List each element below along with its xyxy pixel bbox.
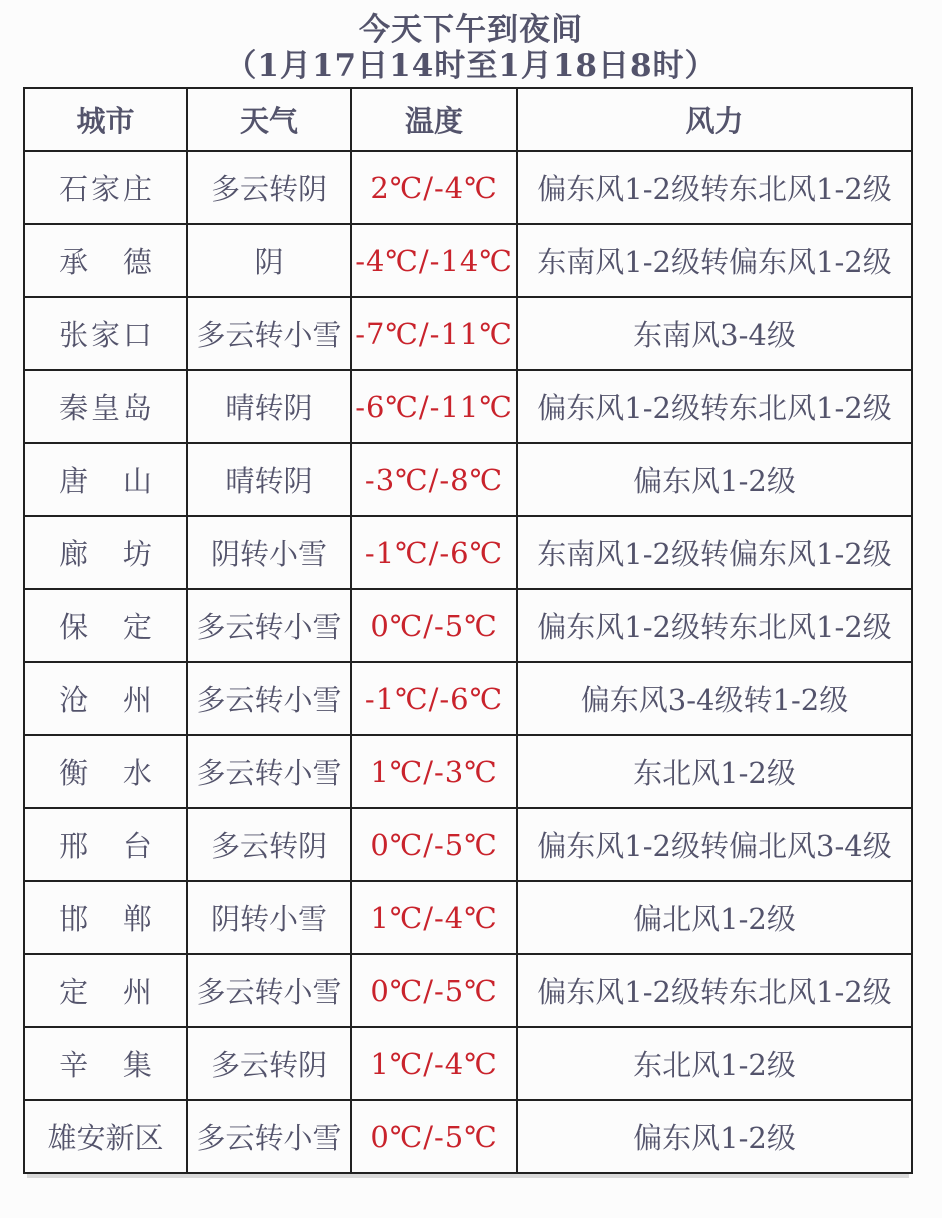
city-name: 廊坊 — [59, 537, 152, 571]
city-cell — [24, 370, 187, 443]
weather-cell: 多云转小雪 — [187, 662, 351, 735]
table-row — [24, 151, 912, 224]
weather-cell: 阴 — [187, 224, 351, 297]
city-cell — [24, 516, 187, 589]
table-row — [24, 735, 912, 808]
city-cell — [24, 954, 187, 1027]
city-cell — [24, 443, 187, 516]
wind-cell: 偏东风1-2级 — [517, 443, 912, 516]
wind-cell: 偏东风1-2级 — [517, 1100, 912, 1173]
weather-cell: 晴转阴 — [187, 370, 351, 443]
table-row — [24, 589, 912, 662]
city-name: 邯郸 — [59, 902, 152, 936]
table-row — [24, 516, 912, 589]
city-cell — [24, 297, 187, 370]
city-name: 石家庄 — [59, 172, 152, 206]
city-cell — [24, 151, 187, 224]
table-row — [24, 662, 912, 735]
temperature-cell: -1℃/-6℃ — [351, 662, 517, 735]
city-name: 辛集 — [59, 1048, 152, 1082]
temperature-cell: -4℃/-14℃ — [351, 224, 517, 297]
header-city: 城市 — [24, 88, 187, 151]
temperature-cell: 2℃/-4℃ — [351, 151, 517, 224]
city-name: 雄安新区 — [47, 1121, 164, 1155]
table-row — [24, 1100, 912, 1173]
table-row — [24, 370, 912, 443]
city-name: 沧州 — [59, 683, 152, 717]
temperature-cell: -7℃/-11℃ — [351, 297, 517, 370]
wind-cell: 偏北风1-2级 — [517, 881, 912, 954]
wind-cell: 偏东风1-2级转东北风1-2级 — [517, 370, 912, 443]
city-cell — [24, 224, 187, 297]
wind-cell: 偏东风3-4级转1-2级 — [517, 662, 912, 735]
temperature-cell: -6℃/-11℃ — [351, 370, 517, 443]
city-name: 衡水 — [59, 756, 152, 790]
city-cell — [24, 735, 187, 808]
table-row — [24, 224, 912, 297]
title-date-range: （1月17日14时至1月18日8时） — [225, 48, 717, 84]
header-temperature: 温度 — [351, 88, 517, 151]
city-cell — [24, 1100, 187, 1173]
temperature-cell: 1℃/-4℃ — [351, 881, 517, 954]
city-name: 秦皇岛 — [59, 391, 152, 425]
weather-cell: 阴转小雪 — [187, 881, 351, 954]
table-row — [24, 297, 912, 370]
weather-cell: 阴转小雪 — [187, 516, 351, 589]
city-name: 承德 — [59, 245, 152, 279]
city-name: 定州 — [59, 975, 152, 1009]
header-weather: 天气 — [187, 88, 351, 151]
city-cell — [24, 662, 187, 735]
temperature-cell: 0℃/-5℃ — [351, 1100, 517, 1173]
weather-cell: 多云转小雪 — [187, 589, 351, 662]
weather-cell: 多云转阴 — [187, 151, 351, 224]
city-cell — [24, 589, 187, 662]
wind-cell: 偏东风1-2级转东北风1-2级 — [517, 151, 912, 224]
city-name: 唐山 — [59, 464, 152, 498]
city-cell — [24, 808, 187, 881]
weather-cell: 多云转阴 — [187, 808, 351, 881]
temperature-cell: 0℃/-5℃ — [351, 808, 517, 881]
table-row — [24, 443, 912, 516]
weather-cell: 多云转小雪 — [187, 735, 351, 808]
city-name: 邢台 — [59, 829, 152, 863]
city-name: 张家口 — [59, 318, 152, 352]
title-period: 今天下午到夜间 — [359, 12, 583, 48]
weather-table — [23, 87, 913, 1174]
header-wind: 风力 — [517, 88, 912, 151]
temperature-cell: 0℃/-5℃ — [351, 954, 517, 1027]
wind-cell: 东北风1-2级 — [517, 735, 912, 808]
weather-cell: 晴转阴 — [187, 443, 351, 516]
wind-cell: 偏东风1-2级转东北风1-2级 — [517, 589, 912, 662]
city-cell — [24, 1027, 187, 1100]
header-row — [24, 88, 912, 151]
wind-cell: 东南风1-2级转偏东风1-2级 — [517, 516, 912, 589]
wind-cell: 偏东风1-2级转偏北风3-4级 — [517, 808, 912, 881]
temperature-cell: 1℃/-4℃ — [351, 1027, 517, 1100]
temperature-cell: 1℃/-3℃ — [351, 735, 517, 808]
weather-cell: 多云转小雪 — [187, 1100, 351, 1173]
weather-cell: 多云转阴 — [187, 1027, 351, 1100]
table-row — [24, 881, 912, 954]
table-row — [24, 954, 912, 1027]
wind-cell: 东北风1-2级 — [517, 1027, 912, 1100]
weather-cell: 多云转小雪 — [187, 297, 351, 370]
wind-cell: 东南风1-2级转偏东风1-2级 — [517, 224, 912, 297]
city-name: 保定 — [59, 610, 152, 644]
table-header — [24, 88, 912, 151]
city-cell — [24, 881, 187, 954]
weather-cell: 多云转小雪 — [187, 954, 351, 1027]
temperature-cell: -3℃/-8℃ — [351, 443, 517, 516]
wind-cell: 偏东风1-2级转东北风1-2级 — [517, 954, 912, 1027]
table-row — [24, 1027, 912, 1100]
temperature-cell: -1℃/-6℃ — [351, 516, 517, 589]
page-title — [0, 0, 942, 84]
weather-table-body — [24, 151, 912, 1173]
table-row — [24, 808, 912, 881]
wind-cell: 东南风3-4级 — [517, 297, 912, 370]
temperature-cell: 0℃/-5℃ — [351, 589, 517, 662]
